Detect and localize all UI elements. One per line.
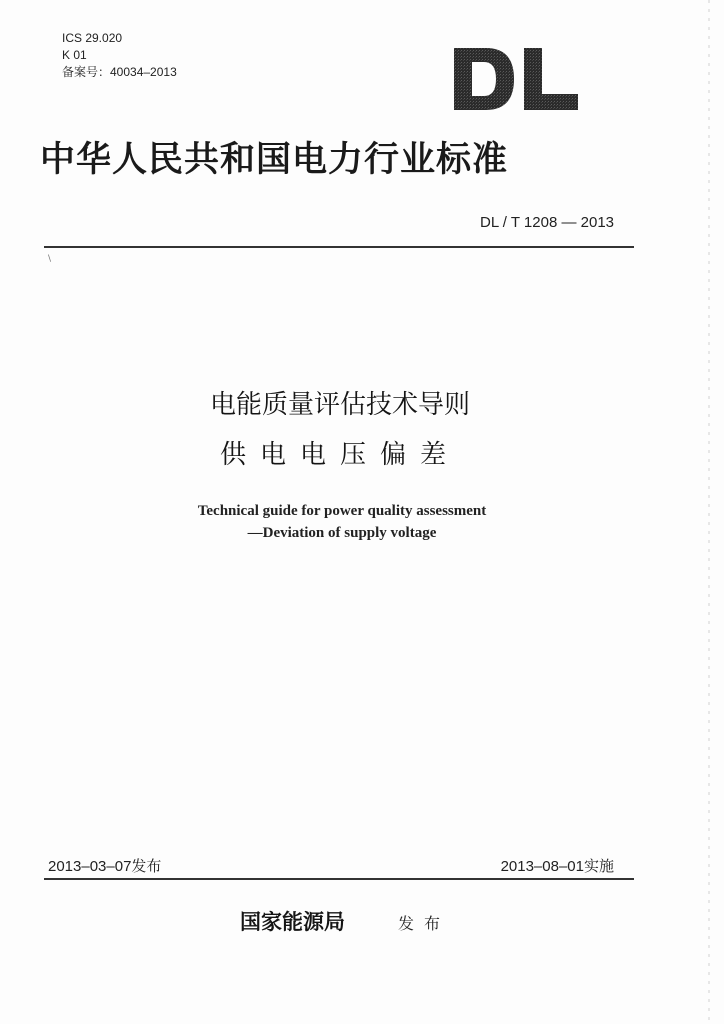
- scan-mark: \: [48, 254, 52, 264]
- title-chinese: 电能质量评估技术导则: [209, 390, 470, 420]
- title-english: [0, 500, 684, 544]
- scan-edge-artifact: [708, 0, 710, 1024]
- dl-logo: [452, 44, 580, 114]
- implementation-date: 2013–08–01实施: [500, 858, 614, 875]
- header-meta: [62, 30, 177, 81]
- standard-number: DL / T 1208 — 2013: [480, 214, 614, 231]
- publisher-name: 国家能源局: [240, 909, 345, 934]
- subtitle-chinese: 供电电压偏差: [219, 440, 460, 470]
- title-english-line2: —Deviation of supply voltage: [247, 525, 437, 541]
- release-date: 2013–03–07发布: [48, 858, 162, 875]
- ics-code: ICS 29.020: [62, 31, 123, 45]
- registration-number: 备案号：40034–2013: [62, 65, 177, 79]
- classification-code: K 01: [62, 48, 87, 62]
- organization-title: 中华人民共和国电力行业标准: [40, 139, 509, 180]
- footer-divider: [44, 878, 634, 880]
- logo-text: DL: [516, 84, 518, 85]
- header-divider: [44, 246, 634, 248]
- title-english-line1: Technical guide for power quality assessment: [197, 503, 487, 519]
- publisher-action: 发布: [398, 914, 451, 933]
